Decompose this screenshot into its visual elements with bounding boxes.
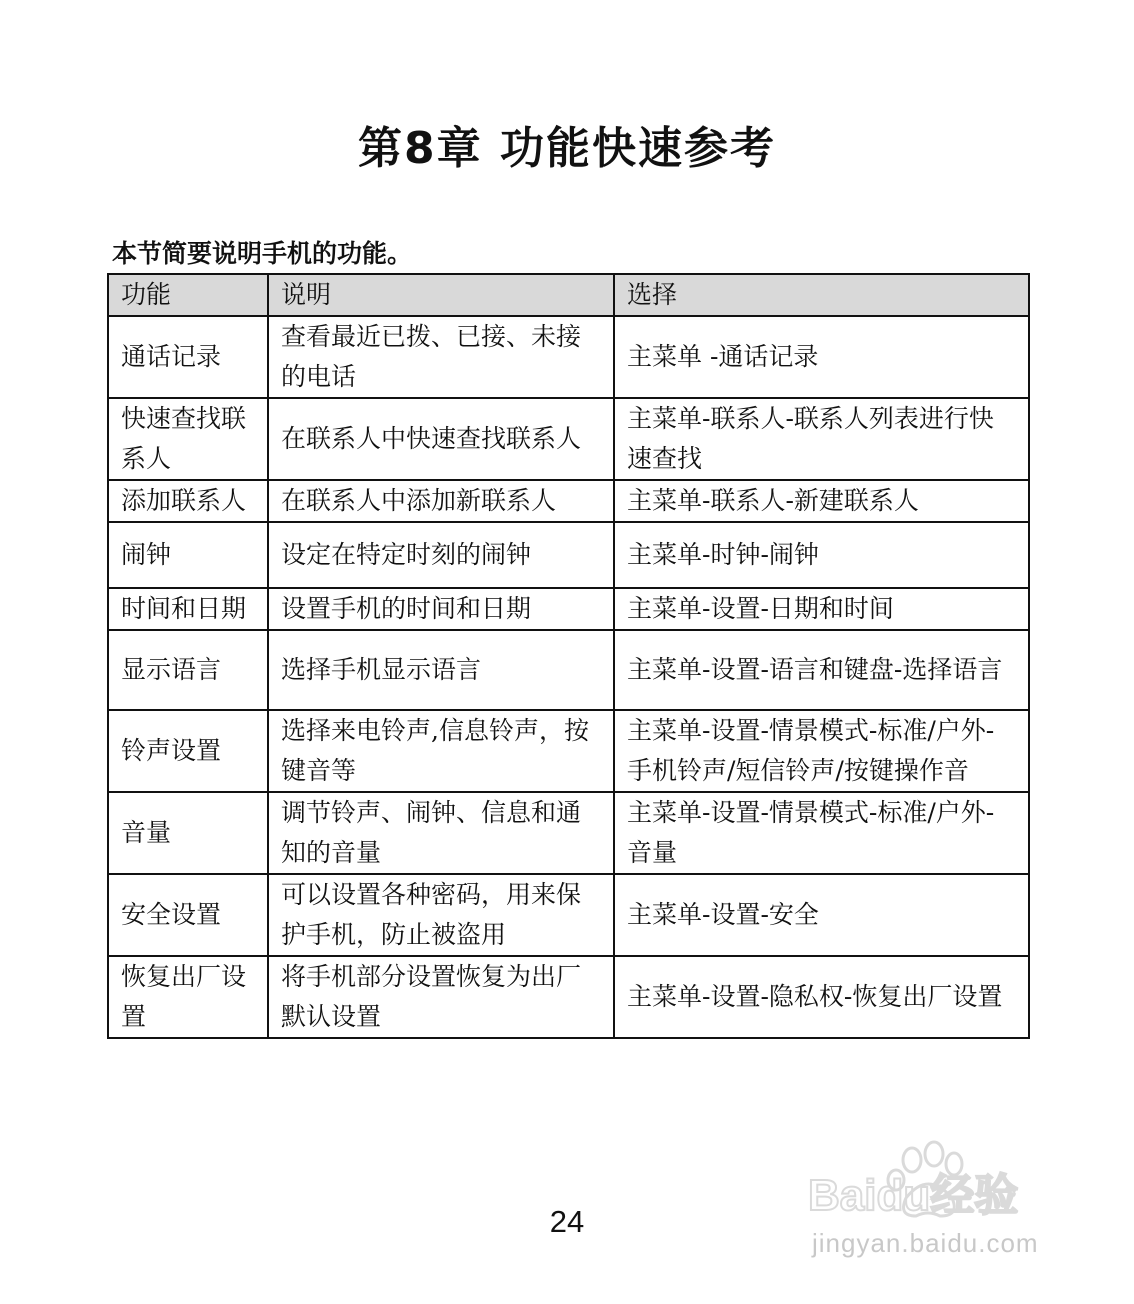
description-cell: 选择来电铃声,信息铃声，按键音等 xyxy=(268,710,614,792)
feature-cell: 通话记录 xyxy=(108,316,268,398)
description-cell: 在联系人中添加新联系人 xyxy=(268,480,614,522)
table-row xyxy=(108,956,1029,1038)
path-cell: 主菜单-联系人-联系人列表进行快速查找 xyxy=(614,398,1029,480)
feature-cell: 快速查找联系人 xyxy=(108,398,268,480)
table-row xyxy=(108,316,1029,398)
description-cell: 可以设置各种密码，用来保护手机，防止被盗用 xyxy=(268,874,614,956)
feature-cell: 时间和日期 xyxy=(108,588,268,630)
feature-cell: 安全设置 xyxy=(108,874,268,956)
page-number: 24 xyxy=(549,1204,585,1239)
path-cell: 主菜单-设置-日期和时间 xyxy=(614,588,1029,630)
feature-cell: 音量 xyxy=(108,792,268,874)
intro-text: 本节简要说明手机的功能。 xyxy=(112,239,413,268)
table-row xyxy=(108,792,1029,874)
table-row xyxy=(108,874,1029,956)
path-cell: 主菜单 -通话记录 xyxy=(614,316,1029,398)
description-cell: 选择手机显示语言 xyxy=(268,630,614,710)
description-cell: 将手机部分设置恢复为出厂默认设置 xyxy=(268,956,614,1038)
header-description: 说明 xyxy=(268,274,614,316)
watermark-url: jingyan.baidu.com xyxy=(812,1228,1039,1258)
path-cell: 主菜单-联系人-新建联系人 xyxy=(614,480,1029,522)
header-feature: 功能 xyxy=(108,274,268,316)
table-row xyxy=(108,588,1029,630)
table-row xyxy=(108,630,1029,710)
page-title: 第8章 功能快速参考 xyxy=(358,123,776,174)
path-cell: 主菜单-时钟-闹钟 xyxy=(614,522,1029,588)
path-cell: 主菜单-设置-情景模式-标准/户外-音量 xyxy=(614,792,1029,874)
path-cell: 主菜单-设置-安全 xyxy=(614,874,1029,956)
path-cell: 主菜单-设置-语言和键盘-选择语言 xyxy=(614,630,1029,710)
description-cell: 查看最近已拨、已接、未接的电话 xyxy=(268,316,614,398)
feature-reference-table xyxy=(107,273,1030,1039)
description-cell: 设定在特定时刻的闹钟 xyxy=(268,522,614,588)
description-cell: 在联系人中快速查找联系人 xyxy=(268,398,614,480)
description-cell: 设置手机的时间和日期 xyxy=(268,588,614,630)
table-row xyxy=(108,480,1029,522)
feature-cell: 显示语言 xyxy=(108,630,268,710)
table-row xyxy=(108,522,1029,588)
feature-cell: 添加联系人 xyxy=(108,480,268,522)
feature-cell: 闹钟 xyxy=(108,522,268,588)
table-header-row xyxy=(108,274,1029,316)
path-cell: 主菜单-设置-隐私权-恢复出厂设置 xyxy=(614,956,1029,1038)
watermark-logo-text: Baidu经验 xyxy=(808,1171,1019,1220)
path-cell: 主菜单-设置-情景模式-标准/户外-手机铃声/短信铃声/按键操作音 xyxy=(614,710,1029,792)
feature-cell: 恢复出厂设置 xyxy=(108,956,268,1038)
table-row xyxy=(108,710,1029,792)
table-row xyxy=(108,398,1029,480)
feature-cell: 铃声设置 xyxy=(108,710,268,792)
header-path: 选择 xyxy=(614,274,1029,316)
description-cell: 调节铃声、闹钟、信息和通知的音量 xyxy=(268,792,614,874)
